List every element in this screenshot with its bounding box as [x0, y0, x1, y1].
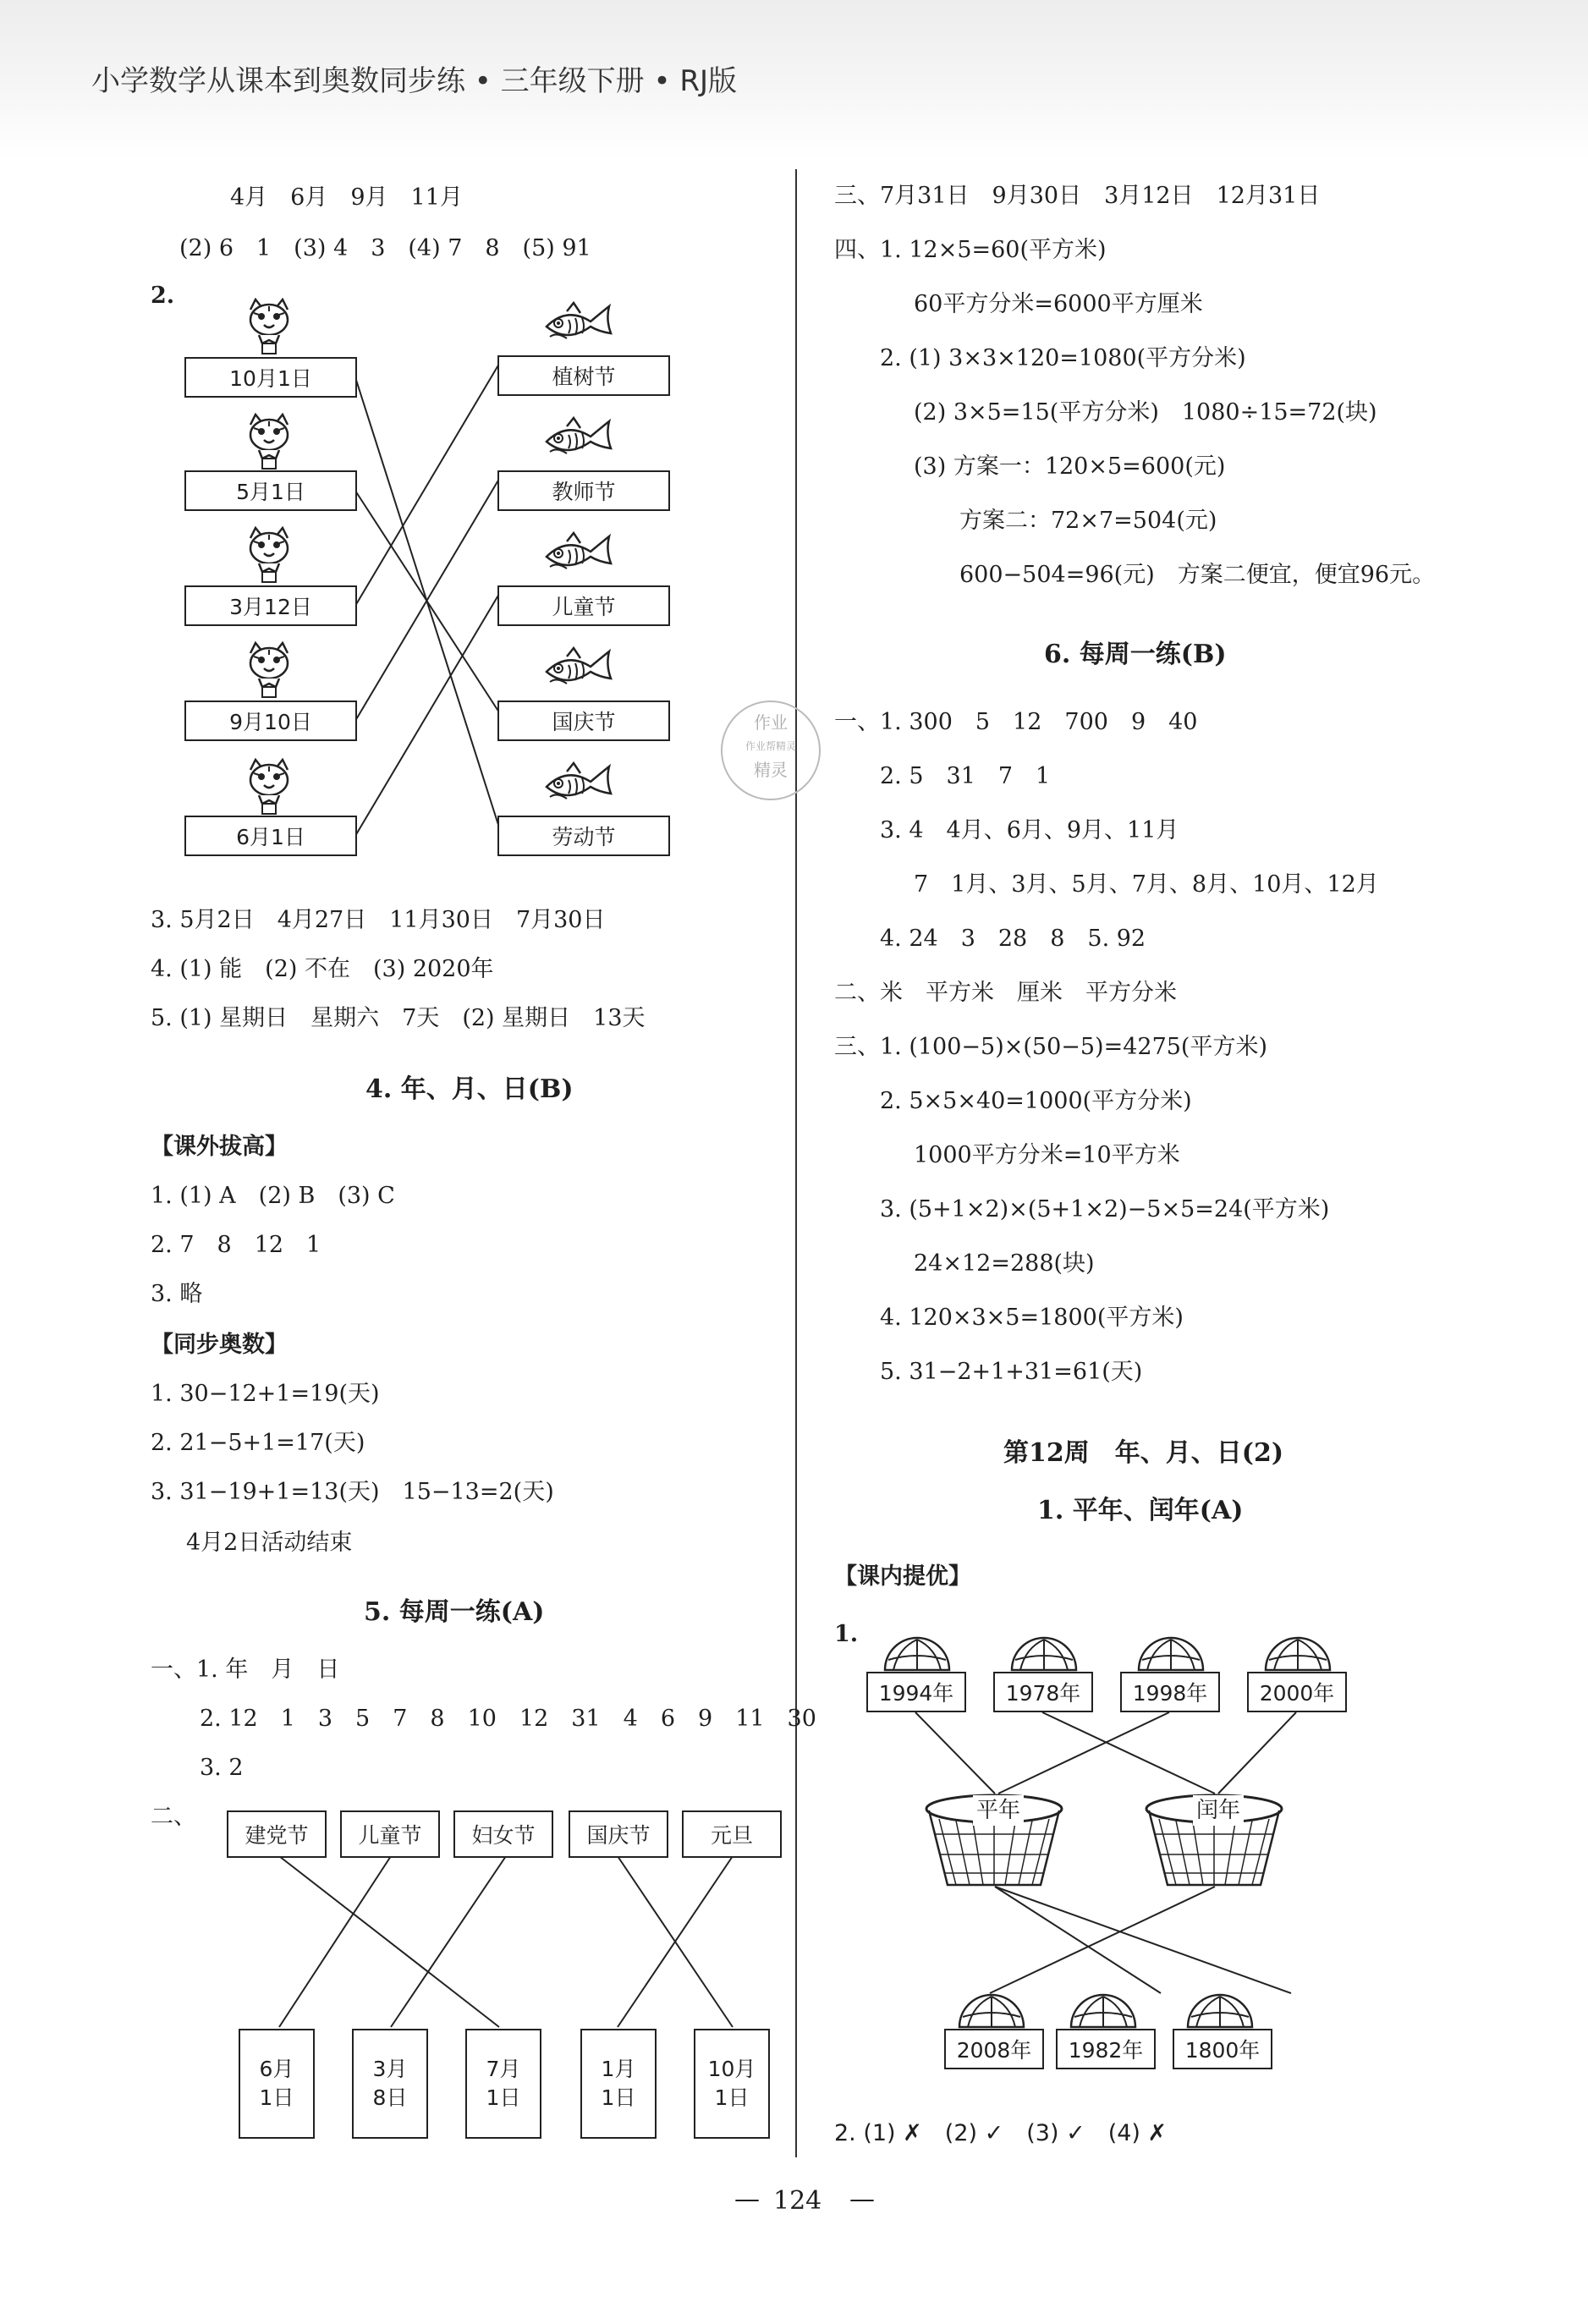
answer-line: 5. 31−2+1+31=61(天)	[880, 1359, 1143, 1385]
answer-line: 一、1. 300 5 12 700 9 40	[834, 709, 1198, 735]
answer-line: 4. (1) 能 (2) 不在 (3) 2020年	[151, 956, 494, 982]
date-day: 1日	[486, 2085, 521, 2110]
hoop-label: 平年	[973, 1795, 1024, 1826]
section-title: 5. 每周一练(A)	[364, 1597, 545, 1627]
match-line	[915, 1712, 995, 1794]
match-line	[1042, 1712, 1215, 1794]
answer-line: 2. 21−5+1=17(天)	[151, 1430, 365, 1456]
date-box: 5月1日	[184, 470, 357, 511]
subsection-label: 【课内提优】	[834, 1563, 971, 1590]
answer-line: (2) 6 1 (3) 4 3 (4) 7 8 (5) 91	[179, 235, 591, 261]
answer-line: 1. 30−12+1=19(天)	[151, 1381, 380, 1407]
basketball-icon	[1068, 1993, 1139, 2029]
page-dash: —	[849, 2184, 875, 2214]
answer-line: 2. (1) 3×3×120=1080(平方分米)	[880, 345, 1246, 371]
basketball-icon	[1184, 1993, 1256, 2029]
date-box: 6月1日	[184, 816, 357, 856]
festival-box: 儿童节	[340, 1810, 440, 1858]
answer-line: 1. (1) A (2) B (3) C	[151, 1183, 395, 1209]
answer-line: 1000平方分米=10平方米	[914, 1142, 1180, 1168]
subsection-label: 【同步奥数】	[151, 1332, 288, 1358]
festival-box: 国庆节	[569, 1810, 668, 1858]
answer-line: 4. 120×3×5=1800(平方米)	[880, 1305, 1184, 1331]
festival-box: 植树节	[497, 355, 670, 396]
date-month: 7月	[486, 2057, 521, 2081]
answer-line: 二、米 平方米 厘米 平方分米	[834, 980, 1177, 1006]
year-box: 1800年	[1173, 2029, 1272, 2069]
year-box: 1994年	[866, 1672, 966, 1712]
match-line	[995, 1887, 1161, 1993]
date-box: 9月10日	[184, 700, 357, 741]
basketball-icon	[956, 1993, 1027, 2029]
year-box: 2008年	[944, 2029, 1044, 2069]
date-day: 1日	[601, 2085, 636, 2110]
question-number: 1.	[834, 1621, 859, 1647]
answer-line: (3) 方案一：120×5=600(元)	[914, 453, 1226, 480]
answer-line: 7 1月、3月、5月、7月、8月、10月、12月	[914, 871, 1379, 898]
section-subtitle: 1. 平年、闰年(A)	[1037, 1496, 1244, 1525]
section-title: 6. 每周一练(B)	[1044, 640, 1227, 669]
page-dash: —	[734, 2184, 760, 2214]
date-month: 10月	[707, 2057, 756, 2081]
match-line	[998, 1712, 1169, 1794]
answer-line: 5. (1) 星期日 星期六 7天 (2) 星期日 13天	[151, 1005, 646, 1031]
date-day: 1日	[259, 2085, 294, 2110]
festival-box: 妇女节	[453, 1810, 553, 1858]
answer-line: 4. 24 3 28 8 5. 92	[880, 926, 1146, 952]
festival-box: 教师节	[497, 470, 670, 511]
answer-line: 2. 5 31 7 1	[880, 763, 1051, 789]
festival-box: 劳动节	[497, 816, 670, 856]
answer-line: 24×12=288(块)	[914, 1250, 1095, 1277]
page-number: 124	[773, 2186, 822, 2216]
answer-line: 方案二：72×7=504(元)	[959, 508, 1217, 534]
answer-line: 2. (1) ✗ (2) ✓ (3) ✓ (4) ✗	[834, 2120, 1168, 2146]
answer-line: 3. 略	[151, 1281, 203, 1307]
basketball-icon	[1008, 1636, 1080, 1672]
question-number: 二、	[151, 1804, 196, 1830]
date-month: 3月	[372, 2057, 408, 2081]
answer-line: 2. 12 1 3 5 7 8 10 12 31 4 6 9 11 30	[200, 1706, 816, 1732]
answer-line: 三、1. (100−5)×(50−5)=4275(平方米)	[834, 1034, 1267, 1060]
festival-box: 国庆节	[497, 700, 670, 741]
basketball-icon	[1135, 1636, 1206, 1672]
answer-line: 2. 5×5×40=1000(平方分米)	[880, 1088, 1192, 1114]
answer-line: 一、1. 年 月 日	[151, 1656, 340, 1683]
year-box: 1978年	[993, 1672, 1093, 1712]
festival-box: 元旦	[682, 1810, 782, 1858]
subsection-label: 【课外拔高】	[151, 1134, 288, 1160]
answer-line: 3. (5+1×2)×(5+1×2)−5×5=24(平方米)	[880, 1196, 1330, 1222]
stamp-text: 作业	[754, 712, 788, 733]
answer-line: 3. 5月2日 4月27日 11月30日 7月30日	[151, 907, 606, 933]
answer-line: 4月 6月 9月 11月	[230, 184, 463, 211]
basketball-icon	[882, 1636, 953, 1672]
answer-line: 四、1. 12×5=60(平方米)	[834, 237, 1107, 263]
section-title: 第12周 年、月、日(2)	[1003, 1438, 1284, 1468]
answer-line: 600−504=96(元) 方案二便宜，便宜96元。	[959, 562, 1436, 588]
answer-line: (2) 3×5=15(平方分米) 1080÷15=72(块)	[914, 399, 1377, 426]
answer-line: 3. 4 4月、6月、9月、11月	[880, 817, 1179, 843]
answer-line: 60平方分米=6000平方厘米	[914, 291, 1203, 317]
match-line	[995, 1887, 1291, 1993]
match-line	[1218, 1712, 1296, 1794]
date-month: 1月	[601, 2057, 636, 2081]
year-box: 2000年	[1247, 1672, 1347, 1712]
date-day: 8日	[372, 2085, 408, 2110]
date-box: 3月12日	[184, 585, 357, 626]
hoop-label: 闰年	[1193, 1795, 1244, 1826]
basketball-icon	[1262, 1636, 1333, 1672]
section-title: 4. 年、月、日(B)	[365, 1074, 574, 1104]
festival-box: 建党节	[227, 1810, 327, 1858]
festival-box: 儿童节	[497, 585, 670, 626]
answer-line: 2. 7 8 12 1	[151, 1232, 321, 1258]
match-line	[990, 1887, 1215, 1993]
year-box: 1998年	[1120, 1672, 1220, 1712]
stamp-text: 作业帮精灵	[745, 740, 796, 752]
answer-line: 3. 31−19+1=13(天) 15−13=2(天)	[151, 1479, 554, 1505]
header-title: 小学数学从课本到奥数同步练 • 三年级下册 • RJ版	[91, 64, 737, 98]
stamp-text: 精灵	[754, 760, 788, 780]
answer-line: 三、7月31日 9月30日 3月12日 12月31日	[834, 183, 1321, 209]
date-box: 10月1日	[184, 357, 357, 398]
date-day: 1日	[714, 2085, 750, 2110]
answer-line: 4月2日活动结束	[186, 1530, 353, 1556]
answer-line: 3. 2	[200, 1755, 244, 1781]
date-month: 6月	[259, 2057, 294, 2081]
year-box: 1982年	[1056, 2029, 1156, 2069]
question-number: 2.	[151, 283, 175, 309]
